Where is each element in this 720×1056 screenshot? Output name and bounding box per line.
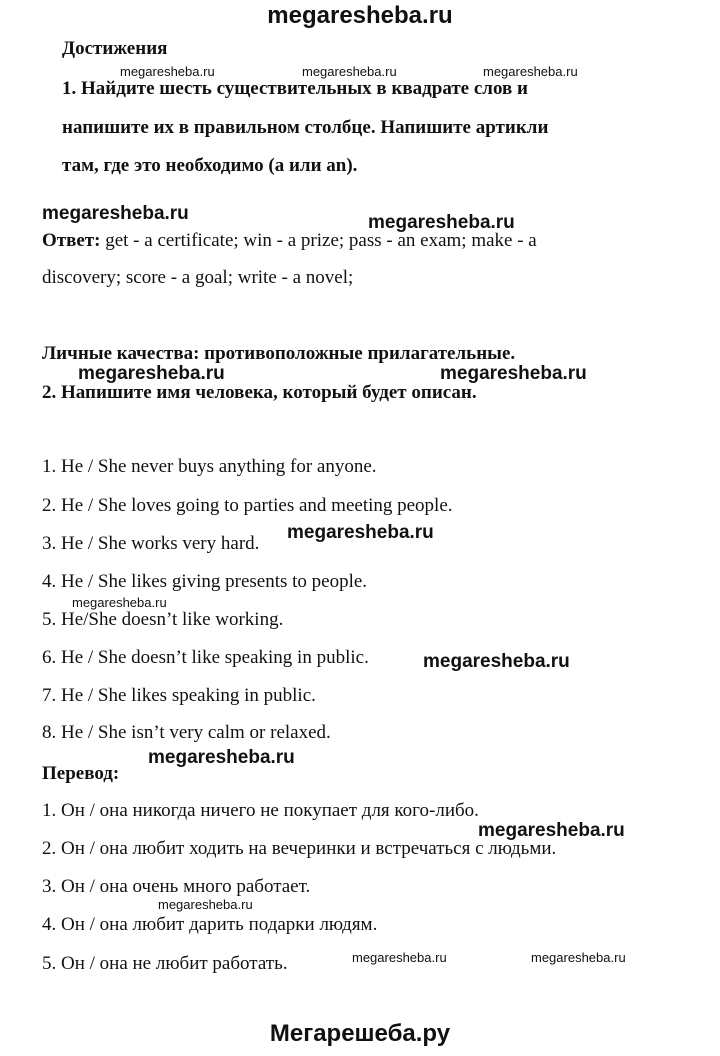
watermark: megaresheba.ru [78, 363, 225, 384]
watermark: megaresheba.ru [72, 595, 167, 610]
task-1-line-1: 1. Найдите шесть существительных в квадрате слов и [62, 78, 528, 99]
watermark: megaresheba.ru [483, 64, 578, 79]
watermark: megaresheba.ru [287, 522, 434, 543]
list-item: 4. He / She likes giving presents to people. [42, 571, 368, 592]
site-header: megaresheba.ru [267, 2, 453, 29]
section-title-achievements: Достижения [62, 38, 168, 59]
watermark: megaresheba.ru [423, 651, 570, 672]
watermark: megaresheba.ru [368, 212, 515, 233]
section-title-personal-qualities: Личные качества: противоположные прилагательные. [42, 343, 516, 364]
site-footer: Мегарешеба.ру [269, 1020, 451, 1047]
list-item: 2. He / She loves going to parties and meeting people. [42, 495, 453, 516]
watermark: megaresheba.ru [531, 950, 626, 965]
task-1-line-2: напишите их в правильном столбце. Напишите артикли [62, 117, 549, 138]
watermark: megaresheba.ru [440, 363, 587, 384]
watermark: megaresheba.ru [158, 897, 253, 912]
task-1-line-3: там, где это необходимо (a или an). [62, 155, 358, 176]
watermark: megaresheba.ru [302, 64, 397, 79]
watermark: megaresheba.ru [42, 203, 189, 224]
translation-item: 1. Он / она никогда ничего не покупает для кого-либо. [42, 800, 479, 821]
watermark: megaresheba.ru [478, 820, 625, 841]
watermark: megaresheba.ru [148, 747, 295, 768]
translation-item: 4. Он / она любит дарить подарки людям. [42, 914, 378, 935]
answer-text-1: get - a certificate; win - a prize; pass - an exam; make - a [100, 230, 537, 251]
list-item: 8. He / She isn’t very calm or relaxed. [42, 722, 331, 743]
translation-item: 5. Он / она не любит работать. [42, 953, 288, 974]
translation-item: 2. Он / она любит ходить на вечеринки и встречаться с людьми. [42, 838, 557, 859]
answer-label: Ответ: [42, 230, 101, 251]
watermark: megaresheba.ru [352, 950, 447, 965]
list-item: 3. He / She works very hard. [42, 533, 260, 554]
translation-item: 3. Он / она очень много работает. [42, 876, 311, 897]
list-item: 1. He / She never buys anything for anyone. [42, 456, 377, 477]
translation-label: Перевод: [42, 763, 120, 784]
task-2-text: 2. Напишите имя человека, который будет описан. [42, 382, 477, 403]
list-item: 7. He / She likes speaking in public. [42, 685, 316, 706]
answer-line-2: discovery; score - a goal; write - a novel; [42, 267, 354, 288]
list-item: 6. He / She doesn’t like speaking in public. [42, 647, 369, 668]
watermark: megaresheba.ru [120, 64, 215, 79]
list-item: 5. He/She doesn’t like working. [42, 609, 284, 630]
